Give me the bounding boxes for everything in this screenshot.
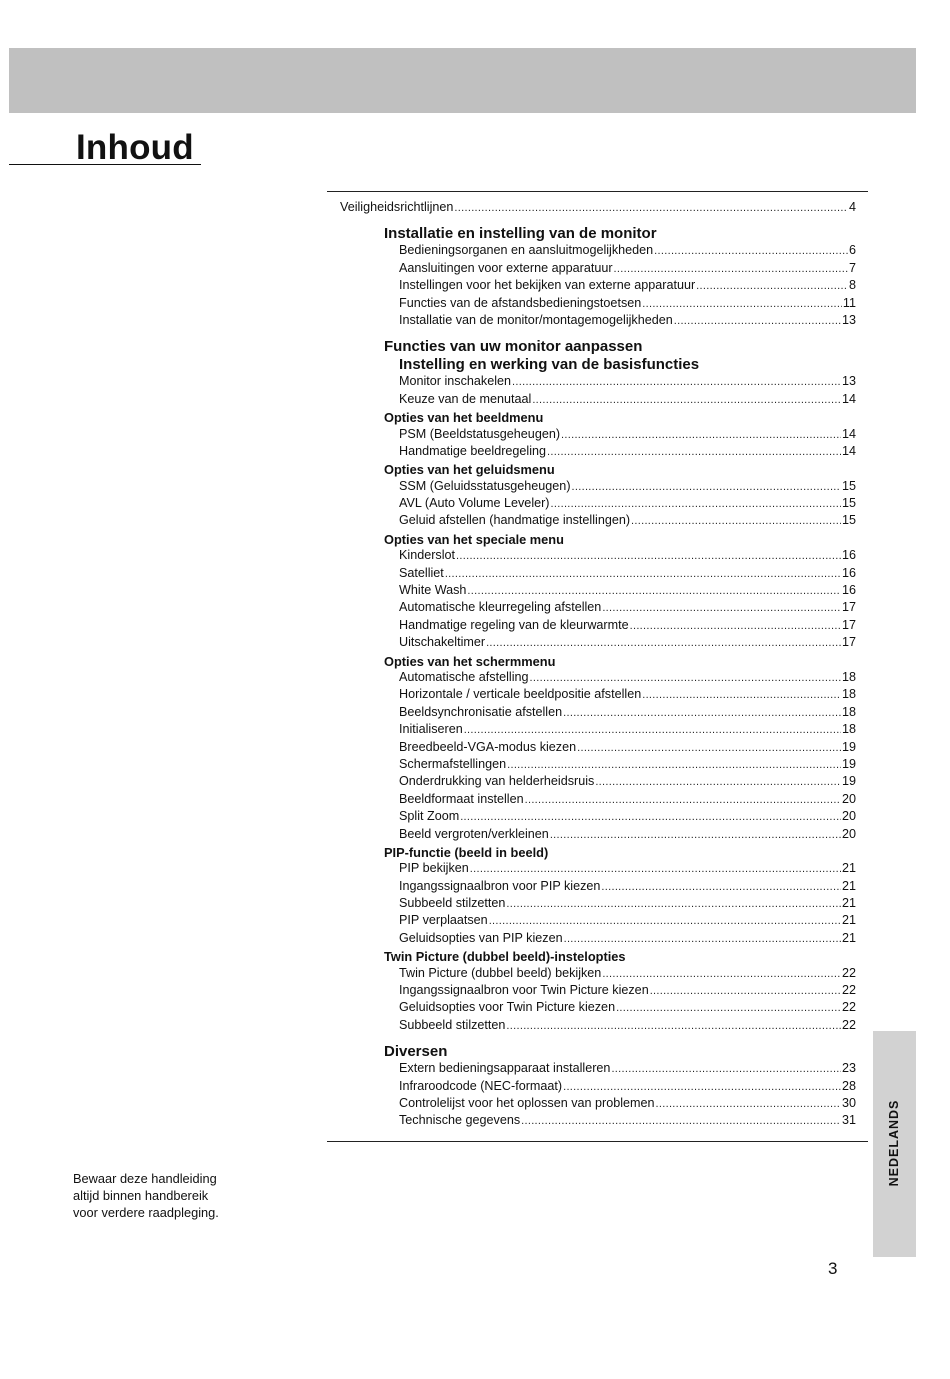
toc-bottom-rule	[327, 1141, 868, 1142]
toc-entry[interactable]: Keuze van de menutaal ..... 14	[399, 392, 856, 409]
toc-entry[interactable]: Beeldsynchronisatie afstellen ..... 18	[399, 705, 856, 722]
section-entries	[340, 670, 856, 844]
section-heading: Installatie en instelling van de monitor	[384, 225, 657, 243]
toc-entry[interactable]: Breedbeeld-VGA-modus kiezen ..... 19	[399, 740, 856, 757]
toc-entry[interactable]: Uitschakeltimer ..... 17	[399, 635, 856, 652]
page-number: 3	[828, 1259, 838, 1278]
title-underline	[9, 164, 201, 165]
note-line: voor verdere raadpleging.	[73, 1204, 219, 1220]
toc-entry[interactable]: Functies van de afstandsbedieningstoetsen ..... 11	[399, 296, 856, 313]
toc-entry[interactable]: Onderdrukking van helderheidsruis ..... 19	[399, 774, 856, 791]
note-line: altijd binnen handbereik	[73, 1187, 209, 1203]
section-entries	[340, 548, 856, 652]
section-entries	[340, 861, 856, 948]
toc-entry[interactable]: Subbeeld stilzetten ..... 22	[399, 1018, 856, 1035]
toc-entry[interactable]: Handmatige regeling van de kleurwarmte ..... 17	[399, 618, 856, 635]
toc-entry[interactable]: Infraroodcode (NEC-formaat) ..... 28	[399, 1079, 856, 1096]
toc-entry[interactable]: Aansluitingen voor externe apparatuur ..... 7	[399, 261, 856, 278]
toc-entry[interactable]: Installatie van de monitor/montagemogelijkheden ..... 13	[399, 313, 856, 330]
note-line: Bewaar deze handleiding	[73, 1171, 217, 1186]
toc-top-rule	[327, 191, 868, 192]
section-heading: Diversen	[384, 1043, 448, 1061]
toc-entry[interactable]: Bedieningsorganen en aansluitmogelijkheden ..... 6	[399, 243, 856, 260]
keep-manual-note	[73, 1171, 253, 1221]
section-entries	[340, 966, 856, 1036]
toc-entry[interactable]: Automatische afstelling ..... 18	[399, 670, 856, 687]
toc-entry[interactable]: White Wash ..... 16	[399, 583, 856, 600]
section-entries	[340, 479, 856, 531]
toc-entry[interactable]: Ingangssignaalbron voor Twin Picture kiezen ..... 22	[399, 983, 856, 1000]
toc-entry[interactable]: AVL (Auto Volume Leveler) ..... 15	[399, 496, 856, 513]
language-tab-label: NEDELANDS	[887, 1099, 901, 1187]
toc-entry[interactable]: Geluidsopties van PIP kiezen ..... 21	[399, 931, 856, 948]
section-heading: Functies van uw monitor aanpassen	[384, 338, 643, 356]
page-title: Inhoud	[76, 128, 194, 167]
toc-entry[interactable]: PSM (Beeldstatusgeheugen) ..... 14	[399, 427, 856, 444]
toc-entry[interactable]: Geluidsopties voor Twin Picture kiezen ..... 22	[399, 1000, 856, 1017]
section-subheading: Instelling en werking van de basisfuncties	[399, 356, 700, 374]
toc-entry[interactable]: Geluid afstellen (handmatige instellingen) ..... 15	[399, 513, 856, 530]
section-heading: Opties van het speciale menu	[384, 531, 564, 547]
section-heading: Opties van het geluidsmenu	[384, 462, 555, 478]
toc-entry[interactable]: Veiligheidsrichtlijnen ..... 4	[340, 200, 856, 217]
section-entries	[340, 374, 856, 409]
toc-entry[interactable]: Beeldformaat instellen ..... 20	[399, 792, 856, 809]
toc-entry[interactable]: Initialiseren ..... 18	[399, 722, 856, 739]
toc-entry[interactable]: Horizontale / verticale beeldpositie afstellen ..... 18	[399, 687, 856, 704]
toc-entry[interactable]: SSM (Geluidsstatusgeheugen) ..... 15	[399, 479, 856, 496]
header-band	[9, 48, 916, 113]
section-heading: Opties van het schermmenu	[384, 653, 556, 669]
toc-entry[interactable]: Schermafstellingen ..... 19	[399, 757, 856, 774]
section-entries	[340, 243, 856, 330]
toc-entry[interactable]: PIP verplaatsen ..... 21	[399, 913, 856, 930]
toc-entry[interactable]: Automatische kleurregeling afstellen ..... 17	[399, 600, 856, 617]
toc-entry[interactable]: Satelliet ..... 16	[399, 566, 856, 583]
table-of-contents	[340, 200, 856, 1131]
section-heading: PIP-functie (beeld in beeld)	[384, 844, 549, 860]
section-entries	[340, 427, 856, 462]
toc-entry[interactable]: Handmatige beeldregeling ..... 14	[399, 444, 856, 461]
toc-entry[interactable]: Technische gegevens ..... 31	[399, 1113, 856, 1130]
toc-entry[interactable]: Beeld vergroten/verkleinen ..... 20	[399, 827, 856, 844]
section-heading: Opties van het beeldmenu	[384, 410, 544, 426]
toc-entry[interactable]: Ingangssignaalbron voor PIP kiezen ..... 21	[399, 879, 856, 896]
toc-entry[interactable]: PIP bekijken ..... 21	[399, 861, 856, 878]
toc-entry[interactable]: Extern bedieningsapparaat installeren ..... 23	[399, 1061, 856, 1078]
toc-entry[interactable]: Subbeeld stilzetten ..... 21	[399, 896, 856, 913]
toc-entry[interactable]: Kinderslot ..... 16	[399, 548, 856, 565]
section-entries	[340, 1061, 856, 1131]
toc-entry[interactable]: Split Zoom ..... 20	[399, 809, 856, 826]
toc-entry[interactable]: Monitor inschakelen ..... 13	[399, 374, 856, 391]
toc-entry[interactable]: Instellingen voor het bekijken van externe apparatuur ..... 8	[399, 278, 856, 295]
toc-entry[interactable]: Controlelijst voor het oplossen van problemen ..... 30	[399, 1096, 856, 1113]
section-heading: Twin Picture (dubbel beeld)-instelopties	[384, 949, 626, 965]
toc-entry[interactable]: Twin Picture (dubbel beeld) bekijken ..... 22	[399, 966, 856, 983]
